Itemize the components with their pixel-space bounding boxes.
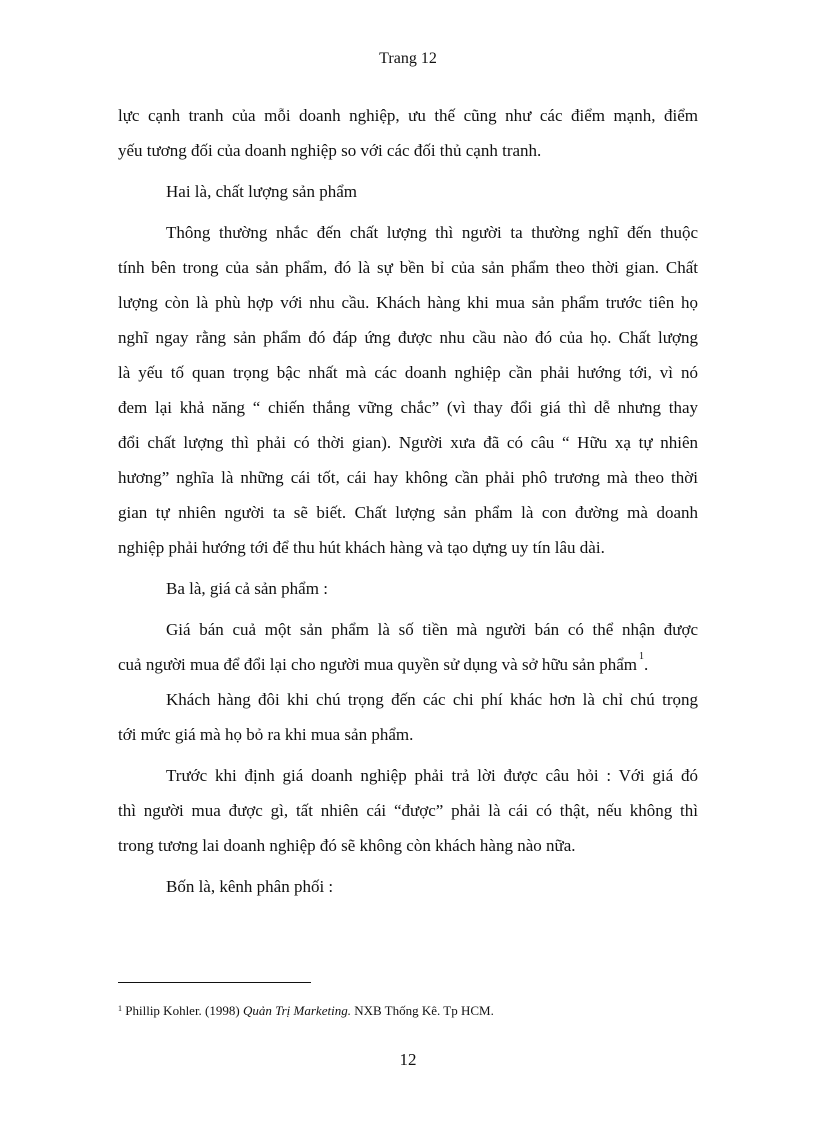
text-line: tới mức giá mà họ bỏ ra khi mua sản phẩm. <box>118 725 414 744</box>
text-line-with-footnote <box>118 647 698 682</box>
text-line: đem lại khả năng “ chiến thắng vững chắc” (vì thay đổi giá thì dễ nhưng thay <box>118 398 698 417</box>
text-line: lực cạnh tranh của mỗi doanh nghiệp, ưu thế cũng như các điểm mạnh, điểm <box>118 106 698 125</box>
footnote <box>118 1003 494 1019</box>
text-line: yếu tương đối của doanh nghiệp so với các đối thủ cạnh tranh. <box>118 141 542 160</box>
text-line: nghĩ ngay rằng sản phẩm đó đáp ứng được nhu cầu nào đó của họ. Chất lượng <box>118 328 698 347</box>
footnote-publisher: NXB Thống Kê. Tp HCM. <box>350 1003 494 1018</box>
text-line: gian tự nhiên người ta sẽ biết. Chất lượng sản phẩm là con đường mà doanh <box>118 503 698 522</box>
text-line: nghiệp phải hướng tới để thu hút khách hàng và tạo dựng uy tín lâu dài. <box>118 538 605 557</box>
footnote-separator <box>118 982 311 983</box>
text-line: Trước khi định giá doanh nghiệp phải trả lời được câu hỏi : Với giá đó <box>166 766 698 785</box>
text-line: Khách hàng đôi khi chú trọng đến các chi phí khác hơn là chỉ chú trọng <box>166 690 698 709</box>
text-line: đổi chất lượng thì phải có thời gian). Người xưa đã có câu “ Hữu xạ tự nhiên <box>118 433 698 452</box>
sentence-end: . <box>643 655 649 674</box>
text-line: tính bên trong của sản phẩm, đó là sự bền bỉ của sản phẩm theo thời gian. Chất <box>118 258 698 277</box>
section-heading-distribution: Bốn là, kênh phân phối : <box>166 877 334 896</box>
text-line: Thông thường nhắc đến chất lượng thì người ta thường nghĩ đến thuộc <box>166 223 698 242</box>
text-line: là yếu tố quan trọng bậc nhất mà các doanh nghiệp cần phải hướng tới, vì nó <box>118 363 698 382</box>
section-heading-price: Ba là, giá cả sản phẩm : <box>166 579 328 598</box>
text-line: hương” nghĩa là những cái tốt, cái hay không cần phải phô trương mà theo thời <box>118 468 698 487</box>
section-heading-quality: Hai là, chất lượng sản phẩm <box>166 182 357 201</box>
footnote-text: Phillip Kohler. (1998) <box>122 1003 243 1018</box>
text-line: lượng còn là phù hợp với nhu cầu. Khách hàng khi mua sản phẩm trước tiên họ <box>118 293 698 312</box>
text-line: trong tương lai doanh nghiệp đó sẽ không còn khách hàng nào nữa. <box>118 836 576 855</box>
footnote-reference[interactable]: 1 <box>638 651 644 662</box>
page-number: 12 <box>399 1050 417 1069</box>
text-line: thì người mua được gì, tất nhiên cái “được” phải là cái có thật, nếu không thì <box>118 801 698 820</box>
page-header: Trang 12 <box>379 50 437 67</box>
footnote-mark: 1 <box>118 1004 122 1013</box>
footnote-book-title: Quản Trị Marketing. <box>242 1003 351 1018</box>
body-text <box>118 98 698 904</box>
text-line: Giá bán cuả một sản phẩm là số tiền mà người bán có thể nhận được <box>166 620 698 639</box>
text-line-content: cuả người mua để đổi lại cho người mua quyền sử dụng và sở hữu sản phẩm <box>118 655 637 674</box>
